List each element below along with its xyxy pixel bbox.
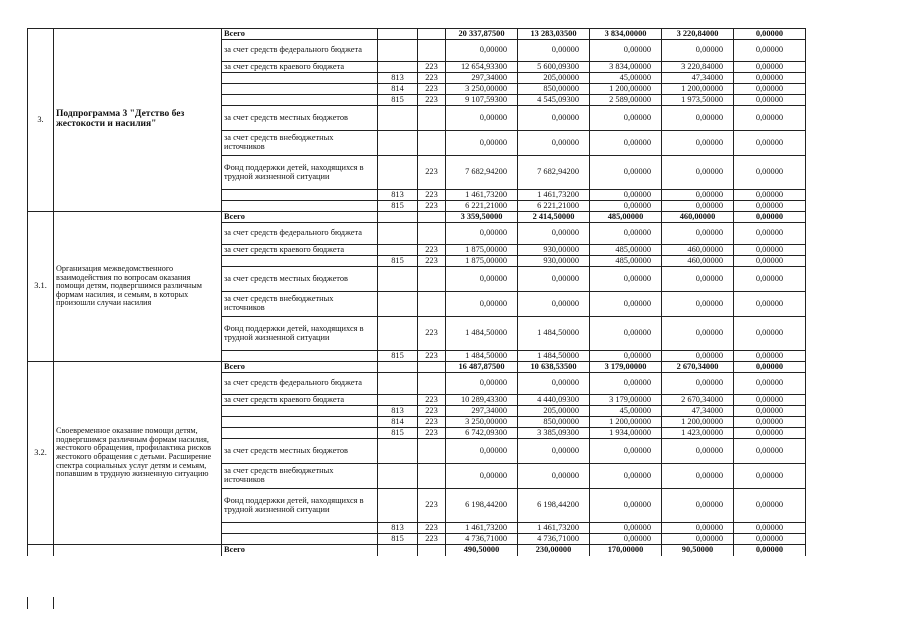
- amount-cell: 7 682,94200: [518, 156, 590, 190]
- amount-cell: 3 834,00000: [590, 29, 662, 40]
- amount-cell: 0,00000: [662, 156, 734, 190]
- amount-cell: 3 250,00000: [446, 417, 518, 428]
- amount-cell: 460,00000: [662, 245, 734, 256]
- amount-cell: 10 638,53500: [518, 362, 590, 373]
- funding-source: за счет средств федерального бюджета: [222, 223, 378, 245]
- grbs-code: [378, 245, 418, 256]
- amount-cell: 0,00000: [662, 292, 734, 317]
- amount-cell: 0,00000: [662, 373, 734, 395]
- program-code: [418, 292, 446, 317]
- grbs-code: [378, 439, 418, 464]
- amount-cell: 4 736,71000: [518, 534, 590, 545]
- amount-cell: 850,00000: [518, 417, 590, 428]
- grbs-code: [378, 223, 418, 245]
- item-number: 3.2.: [28, 362, 54, 545]
- amount-cell: 2 670,34000: [662, 362, 734, 373]
- amount-cell: 1 461,73200: [518, 523, 590, 534]
- amount-cell: 6 198,44200: [518, 489, 590, 523]
- amount-cell: 3 250,00000: [446, 84, 518, 95]
- amount-cell: 1 200,00000: [590, 84, 662, 95]
- amount-cell: 1 484,50000: [518, 351, 590, 362]
- amount-cell: 0,00000: [734, 545, 806, 556]
- funding-source: за счет средств местных бюджетов: [222, 439, 378, 464]
- amount-cell: 0,00000: [734, 267, 806, 292]
- amount-cell: 0,00000: [734, 156, 806, 190]
- funding-source: Фонд поддержки детей, находящихся в трудной жизненной ситуации: [222, 156, 378, 190]
- amount-cell: 0,00000: [734, 395, 806, 406]
- page-cut-line: [53, 597, 54, 609]
- amount-cell: 0,00000: [734, 406, 806, 417]
- amount-cell: 0,00000: [446, 223, 518, 245]
- funding-source: за счет средств федерального бюджета: [222, 373, 378, 395]
- amount-cell: 3 220,84000: [662, 29, 734, 40]
- amount-cell: 205,00000: [518, 406, 590, 417]
- program-code: 223: [418, 395, 446, 406]
- program-code: 223: [418, 190, 446, 201]
- amount-cell: 0,00000: [590, 351, 662, 362]
- amount-cell: 0,00000: [734, 373, 806, 395]
- amount-cell: 0,00000: [734, 256, 806, 267]
- funding-source: за счет средств федерального бюджета: [222, 40, 378, 62]
- amount-cell: 0,00000: [662, 190, 734, 201]
- funding-source: Фонд поддержки детей, находящихся в трудной жизненной ситуации: [222, 317, 378, 351]
- amount-cell: 490,50000: [446, 545, 518, 556]
- grbs-code: [378, 29, 418, 40]
- amount-cell: 0,00000: [590, 156, 662, 190]
- amount-cell: 4 545,09300: [518, 95, 590, 106]
- table-row: [28, 29, 806, 40]
- funding-source: Всего: [222, 545, 378, 556]
- amount-cell: 0,00000: [734, 84, 806, 95]
- program-code: 223: [418, 417, 446, 428]
- program-code: 223: [418, 406, 446, 417]
- amount-cell: 0,00000: [590, 534, 662, 545]
- grbs-code: 813: [378, 523, 418, 534]
- amount-cell: 0,00000: [518, 267, 590, 292]
- amount-cell: 6 198,44200: [446, 489, 518, 523]
- grbs-code: [378, 131, 418, 156]
- item-number: [28, 545, 54, 556]
- item-number: 3.1.: [28, 212, 54, 362]
- amount-cell: 485,00000: [590, 212, 662, 223]
- funding-source: [222, 351, 378, 362]
- program-code: 223: [418, 523, 446, 534]
- amount-cell: 0,00000: [590, 223, 662, 245]
- funding-source: [222, 417, 378, 428]
- amount-cell: 47,34000: [662, 73, 734, 84]
- grbs-code: [378, 267, 418, 292]
- amount-cell: 0,00000: [734, 489, 806, 523]
- amount-cell: 3 385,09300: [518, 428, 590, 439]
- amount-cell: 0,00000: [662, 223, 734, 245]
- program-code: 223: [418, 62, 446, 73]
- grbs-code: [378, 489, 418, 523]
- amount-cell: 0,00000: [662, 317, 734, 351]
- funding-source: за счет средств местных бюджетов: [222, 106, 378, 131]
- funding-source: [222, 428, 378, 439]
- amount-cell: 4 736,71000: [446, 534, 518, 545]
- program-code: 223: [418, 73, 446, 84]
- grbs-code: 813: [378, 73, 418, 84]
- grbs-code: [378, 464, 418, 489]
- program-code: 223: [418, 256, 446, 267]
- amount-cell: 1 200,00000: [662, 84, 734, 95]
- item-title: Подпрограмма 3 "Детство без жестокости и насилия": [54, 29, 222, 212]
- funding-source: Всего: [222, 362, 378, 373]
- amount-cell: 0,00000: [734, 201, 806, 212]
- funding-source: [222, 523, 378, 534]
- funding-source: за счет средств краевого бюджета: [222, 245, 378, 256]
- amount-cell: 6 742,09300: [446, 428, 518, 439]
- amount-cell: 930,00000: [518, 245, 590, 256]
- amount-cell: 485,00000: [590, 256, 662, 267]
- grbs-code: [378, 62, 418, 73]
- amount-cell: 0,00000: [734, 523, 806, 534]
- amount-cell: 1 484,50000: [518, 317, 590, 351]
- amount-cell: 0,00000: [734, 362, 806, 373]
- program-code: [418, 464, 446, 489]
- program-code: 223: [418, 534, 446, 545]
- amount-cell: 0,00000: [662, 201, 734, 212]
- budget-table: [27, 28, 806, 556]
- amount-cell: 0,00000: [662, 439, 734, 464]
- amount-cell: 0,00000: [662, 131, 734, 156]
- amount-cell: 6 221,21000: [446, 201, 518, 212]
- amount-cell: 20 337,87500: [446, 29, 518, 40]
- funding-source: [222, 95, 378, 106]
- budget-table-body: [28, 29, 806, 556]
- amount-cell: 0,00000: [662, 351, 734, 362]
- grbs-code: 815: [378, 256, 418, 267]
- program-code: [418, 40, 446, 62]
- grbs-code: [378, 212, 418, 223]
- program-code: [418, 362, 446, 373]
- amount-cell: 0,00000: [734, 62, 806, 73]
- grbs-code: 815: [378, 95, 418, 106]
- amount-cell: 0,00000: [446, 106, 518, 131]
- amount-cell: 0,00000: [590, 439, 662, 464]
- funding-source: [222, 84, 378, 95]
- amount-cell: 0,00000: [518, 131, 590, 156]
- amount-cell: 3 179,00000: [590, 362, 662, 373]
- program-code: [418, 212, 446, 223]
- amount-cell: 0,00000: [446, 464, 518, 489]
- funding-source: [222, 256, 378, 267]
- program-code: [418, 545, 446, 556]
- amount-cell: 1 200,00000: [590, 417, 662, 428]
- program-code: [418, 131, 446, 156]
- amount-cell: 485,00000: [590, 245, 662, 256]
- program-code: 223: [418, 489, 446, 523]
- grbs-code: [378, 156, 418, 190]
- grbs-code: 814: [378, 417, 418, 428]
- amount-cell: 0,00000: [662, 106, 734, 131]
- page-cut-line: [27, 597, 798, 609]
- amount-cell: 0,00000: [734, 73, 806, 84]
- amount-cell: 0,00000: [734, 351, 806, 362]
- funding-source: [222, 201, 378, 212]
- program-code: [418, 373, 446, 395]
- amount-cell: 0,00000: [662, 267, 734, 292]
- amount-cell: 0,00000: [446, 131, 518, 156]
- amount-cell: 1 973,50000: [662, 95, 734, 106]
- amount-cell: 0,00000: [590, 40, 662, 62]
- grbs-code: 813: [378, 190, 418, 201]
- amount-cell: 1 875,00000: [446, 245, 518, 256]
- amount-cell: 297,34000: [446, 406, 518, 417]
- grbs-code: 815: [378, 428, 418, 439]
- amount-cell: 0,00000: [662, 523, 734, 534]
- grbs-code: [378, 317, 418, 351]
- amount-cell: 0,00000: [734, 317, 806, 351]
- amount-cell: 1 484,50000: [446, 317, 518, 351]
- amount-cell: 16 487,87500: [446, 362, 518, 373]
- grbs-code: 814: [378, 84, 418, 95]
- amount-cell: 45,00000: [590, 73, 662, 84]
- funding-source: [222, 190, 378, 201]
- amount-cell: 205,00000: [518, 73, 590, 84]
- program-code: 223: [418, 156, 446, 190]
- amount-cell: 0,00000: [590, 489, 662, 523]
- amount-cell: 0,00000: [734, 417, 806, 428]
- grbs-code: [378, 362, 418, 373]
- amount-cell: 0,00000: [590, 523, 662, 534]
- program-code: 223: [418, 84, 446, 95]
- funding-source: Всего: [222, 212, 378, 223]
- amount-cell: 0,00000: [734, 212, 806, 223]
- item-title: Своевременное оказание помощи детям, подвергшимся различным формам насилия, жестокого обращения, профилактика рисков жестокого обращения с детьми. Расширение спектра социальных услуг детям и семьям, попавшим в трудную жизненную ситуацию: [54, 362, 222, 545]
- table-row: [28, 362, 806, 373]
- amount-cell: 6 221,21000: [518, 201, 590, 212]
- amount-cell: 0,00000: [518, 464, 590, 489]
- amount-cell: 0,00000: [590, 201, 662, 212]
- amount-cell: 3 359,50000: [446, 212, 518, 223]
- amount-cell: 0,00000: [446, 40, 518, 62]
- amount-cell: 0,00000: [590, 317, 662, 351]
- amount-cell: 7 682,94200: [446, 156, 518, 190]
- amount-cell: 1 461,73200: [518, 190, 590, 201]
- amount-cell: 0,00000: [446, 292, 518, 317]
- funding-source: Фонд поддержки детей, находящихся в трудной жизненной ситуации: [222, 489, 378, 523]
- amount-cell: 0,00000: [734, 95, 806, 106]
- amount-cell: 0,00000: [662, 464, 734, 489]
- amount-cell: 1 200,00000: [662, 417, 734, 428]
- funding-source: за счет средств внебюджетных источников: [222, 131, 378, 156]
- program-code: 223: [418, 245, 446, 256]
- amount-cell: 170,00000: [590, 545, 662, 556]
- funding-source: за счет средств внебюджетных источников: [222, 464, 378, 489]
- amount-cell: 0,00000: [734, 190, 806, 201]
- amount-cell: 0,00000: [734, 223, 806, 245]
- grbs-code: [378, 106, 418, 131]
- table-row: [28, 545, 806, 556]
- program-code: [418, 267, 446, 292]
- amount-cell: 1 461,73200: [446, 190, 518, 201]
- amount-cell: 0,00000: [518, 373, 590, 395]
- amount-cell: 1 423,00000: [662, 428, 734, 439]
- amount-cell: 0,00000: [590, 267, 662, 292]
- funding-source: за счет средств краевого бюджета: [222, 62, 378, 73]
- amount-cell: 13 283,03500: [518, 29, 590, 40]
- amount-cell: 1 484,50000: [446, 351, 518, 362]
- amount-cell: 0,00000: [734, 439, 806, 464]
- item-title: [54, 545, 222, 556]
- amount-cell: 460,00000: [662, 256, 734, 267]
- amount-cell: 0,00000: [734, 40, 806, 62]
- program-code: [418, 223, 446, 245]
- grbs-code: 815: [378, 351, 418, 362]
- amount-cell: 1 461,73200: [446, 523, 518, 534]
- program-code: [418, 106, 446, 131]
- grbs-code: 815: [378, 201, 418, 212]
- amount-cell: 2 670,34000: [662, 395, 734, 406]
- amount-cell: 0,00000: [734, 428, 806, 439]
- grbs-code: [378, 395, 418, 406]
- amount-cell: 4 440,09300: [518, 395, 590, 406]
- amount-cell: 47,34000: [662, 406, 734, 417]
- amount-cell: 0,00000: [518, 106, 590, 131]
- amount-cell: 0,00000: [734, 131, 806, 156]
- amount-cell: 850,00000: [518, 84, 590, 95]
- amount-cell: 2 589,00000: [590, 95, 662, 106]
- amount-cell: 0,00000: [734, 106, 806, 131]
- amount-cell: 5 600,09300: [518, 62, 590, 73]
- amount-cell: 1 875,00000: [446, 256, 518, 267]
- amount-cell: 10 289,43300: [446, 395, 518, 406]
- amount-cell: 0,00000: [590, 131, 662, 156]
- amount-cell: 0,00000: [590, 373, 662, 395]
- funding-source: за счет средств внебюджетных источников: [222, 292, 378, 317]
- grbs-code: 813: [378, 406, 418, 417]
- amount-cell: 3 220,84000: [662, 62, 734, 73]
- program-code: 223: [418, 317, 446, 351]
- amount-cell: 1 934,00000: [590, 428, 662, 439]
- amount-cell: 0,00000: [518, 40, 590, 62]
- amount-cell: 0,00000: [734, 464, 806, 489]
- amount-cell: 2 414,50000: [518, 212, 590, 223]
- amount-cell: 0,00000: [590, 292, 662, 317]
- item-title: Организация межведомственного взаимодействия по вопросам оказания помощи детям, подвергшимся различным формам насилия, и семьям, в которых произошли случаи насилия: [54, 212, 222, 362]
- program-code: 223: [418, 428, 446, 439]
- amount-cell: 0,00000: [662, 40, 734, 62]
- amount-cell: 0,00000: [590, 190, 662, 201]
- amount-cell: 0,00000: [662, 489, 734, 523]
- program-code: 223: [418, 95, 446, 106]
- program-code: 223: [418, 351, 446, 362]
- program-code: [418, 439, 446, 464]
- amount-cell: 0,00000: [446, 439, 518, 464]
- amount-cell: 0,00000: [446, 373, 518, 395]
- table-row: [28, 212, 806, 223]
- funding-source: за счет средств краевого бюджета: [222, 395, 378, 406]
- amount-cell: 0,00000: [734, 534, 806, 545]
- amount-cell: 297,34000: [446, 73, 518, 84]
- funding-source: [222, 73, 378, 84]
- amount-cell: 45,00000: [590, 406, 662, 417]
- funding-source: Всего: [222, 29, 378, 40]
- amount-cell: 12 654,93300: [446, 62, 518, 73]
- item-number: 3.: [28, 29, 54, 212]
- funding-source: за счет средств местных бюджетов: [222, 267, 378, 292]
- amount-cell: 930,00000: [518, 256, 590, 267]
- amount-cell: 3 179,00000: [590, 395, 662, 406]
- amount-cell: 0,00000: [518, 223, 590, 245]
- amount-cell: 3 834,00000: [590, 62, 662, 73]
- funding-source: [222, 406, 378, 417]
- amount-cell: 90,50000: [662, 545, 734, 556]
- amount-cell: 230,00000: [518, 545, 590, 556]
- program-code: [418, 29, 446, 40]
- grbs-code: [378, 40, 418, 62]
- amount-cell: 0,00000: [446, 267, 518, 292]
- funding-source: [222, 534, 378, 545]
- amount-cell: 460,00000: [662, 212, 734, 223]
- amount-cell: 0,00000: [734, 292, 806, 317]
- amount-cell: 0,00000: [590, 464, 662, 489]
- program-code: 223: [418, 201, 446, 212]
- grbs-code: [378, 545, 418, 556]
- amount-cell: 0,00000: [518, 439, 590, 464]
- amount-cell: 0,00000: [662, 534, 734, 545]
- grbs-code: [378, 292, 418, 317]
- grbs-code: [378, 373, 418, 395]
- amount-cell: 0,00000: [518, 292, 590, 317]
- grbs-code: 815: [378, 534, 418, 545]
- amount-cell: 0,00000: [590, 106, 662, 131]
- amount-cell: 0,00000: [734, 29, 806, 40]
- amount-cell: 9 107,59300: [446, 95, 518, 106]
- amount-cell: 0,00000: [734, 245, 806, 256]
